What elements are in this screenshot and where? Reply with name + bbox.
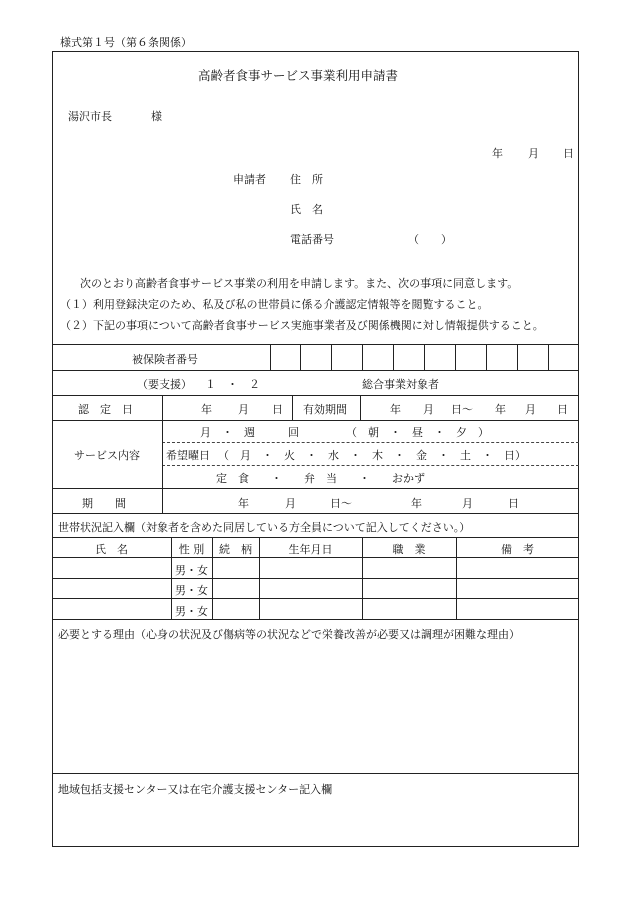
household-heading: 世帯状況記入欄（対象者を含めた同居している方全員について記入してください。） — [58, 521, 471, 534]
rule — [52, 578, 579, 579]
cert-day: 日 — [272, 403, 283, 416]
period-month-2: 月 — [462, 497, 473, 510]
rule — [548, 344, 549, 370]
date-day: 日 — [563, 147, 574, 160]
addressee-honorific: 様 — [151, 110, 162, 123]
period-label: 期 間 — [82, 497, 126, 510]
rule — [52, 557, 579, 558]
rule — [270, 344, 271, 370]
rule — [292, 395, 293, 420]
column-header-relation: 続 柄 — [219, 543, 252, 556]
certification-label: 認 定 日 — [78, 403, 133, 416]
rule — [486, 344, 487, 370]
rule — [360, 395, 361, 420]
form-title: 高齢者食事サービス事業利用申請書 — [198, 68, 399, 83]
cert-year: 年 — [201, 403, 212, 416]
intro-line-3: （２）下記の事項について高齢者食事サービス実施事業者及び関係機関に対し情報提供すること。 — [60, 319, 544, 332]
column-header-birthdate: 生年月日 — [288, 543, 333, 556]
addressee-mayor: 湯沢市長 — [68, 110, 112, 123]
general-target-label: 総合事業対象者 — [362, 378, 439, 391]
rule — [52, 395, 579, 396]
date-year: 年 — [492, 147, 503, 160]
period-year-2: 年 — [411, 497, 422, 510]
form-number-label: 様式第１号（第６条関係） — [60, 36, 192, 49]
rule — [362, 344, 363, 370]
date-month: 月 — [528, 147, 539, 160]
applicant-name-label: 氏 名 — [290, 203, 323, 216]
rule — [300, 344, 301, 370]
rule — [52, 598, 579, 599]
weekday-label: 希望曜日 — [166, 449, 210, 462]
valid-year-2: 年 — [495, 403, 506, 416]
rule — [52, 344, 579, 345]
valid-period-label: 有効期間 — [303, 403, 347, 416]
applicant-label: 申請者 — [233, 173, 266, 186]
gender-option-row-2: 男・女 — [175, 584, 208, 597]
column-header-occupation: 職 業 — [392, 543, 426, 556]
dashed-rule — [162, 465, 579, 466]
intro-line-2: （１）利用登録決定のため、私及び私の世帯員に係る介護認定情報等を閲覧すること。 — [60, 298, 489, 311]
cert-month: 月 — [238, 403, 249, 416]
applicant-phone-paren: （ ） — [408, 233, 452, 246]
valid-month-2: 月 — [525, 403, 536, 416]
gender-option-row-1: 男・女 — [175, 564, 208, 577]
valid-month: 月 — [423, 403, 434, 416]
service-content-label: サービス内容 — [74, 449, 140, 462]
period-year: 年 — [238, 497, 249, 510]
gender-option-row-3: 男・女 — [175, 605, 208, 618]
column-header-name: 氏 名 — [95, 543, 128, 556]
column-header-gender: 性 別 — [178, 543, 205, 556]
rule — [517, 344, 518, 370]
valid-day-2: 日 — [557, 403, 568, 416]
rule — [52, 370, 579, 371]
column-header-remarks: 備 考 — [501, 543, 534, 556]
support-label: （要支援） — [137, 378, 192, 391]
rule — [424, 344, 425, 370]
dashed-rule — [162, 442, 579, 443]
period-month: 月 — [285, 497, 296, 510]
weekday-options: （ 月 ・ 火 ・ 水 ・ 木 ・ 金 ・ 土 ・ 日） — [218, 449, 526, 462]
intro-line-1: 次のとおり高齢者食事サービス事業の利用を申請します。また、次の事項に同意します。 — [80, 277, 519, 290]
rule — [52, 513, 579, 514]
valid-year: 年 — [390, 403, 401, 416]
service-meals: （ 朝 ・ 昼 ・ 夕 ） — [346, 426, 489, 439]
menu-options: 定 食 ・ 弁 当 ・ おかず — [216, 472, 425, 485]
rule — [162, 395, 163, 513]
rule — [52, 773, 579, 774]
valid-day-to: 日〜 — [451, 403, 473, 416]
support-values: １ ・ ２ — [205, 378, 260, 391]
applicant-address-label: 住 所 — [290, 173, 323, 186]
rule — [52, 537, 579, 538]
period-day-to: 日〜 — [330, 497, 352, 510]
rule — [52, 619, 579, 620]
applicant-phone-label: 電話番号 — [290, 233, 334, 246]
service-frequency: 月 ・ 週 回 — [200, 426, 299, 439]
rule — [52, 420, 579, 421]
rule — [455, 344, 456, 370]
support-center-label: 地域包括支援センター又は在宅介護支援センター記入欄 — [58, 783, 333, 796]
insured-number-label: 被保険者番号 — [132, 353, 198, 366]
period-day-2: 日 — [508, 497, 519, 510]
rule — [393, 344, 394, 370]
reason-label: 必要とする理由（心身の状況及び傷病等の状況などで栄養改善が必要又は調理が困難な理由） — [58, 628, 520, 641]
rule — [52, 488, 579, 489]
rule — [331, 344, 332, 370]
